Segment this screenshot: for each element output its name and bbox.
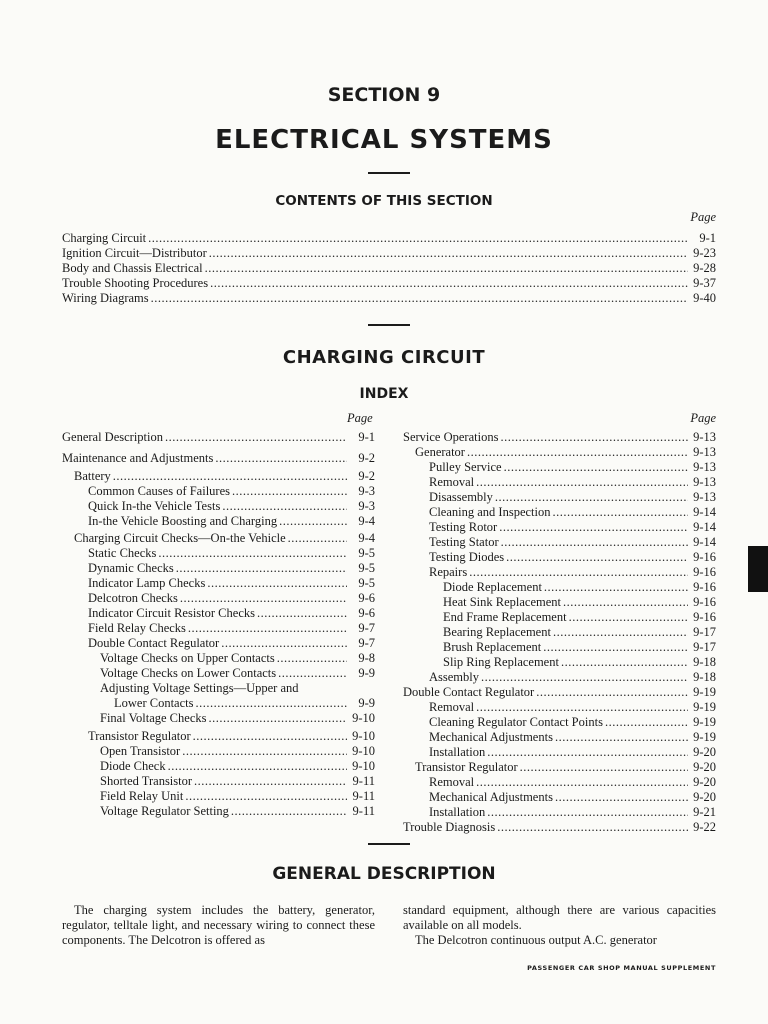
toc-entry	[62, 561, 375, 576]
toc-entry-title: Body and Chassis Electrical	[62, 261, 203, 275]
toc-entry-page: 9-9	[358, 666, 375, 680]
toc-entry	[62, 499, 375, 514]
toc-leader-dots	[156, 546, 347, 561]
toc-entry-title: Common Causes of Failures	[88, 484, 231, 498]
toc-entry	[62, 291, 716, 306]
toc-entry-page: 9-19	[693, 700, 716, 714]
toc-entry	[403, 490, 716, 505]
section-tab-marker	[748, 546, 768, 592]
toc-entry	[403, 610, 716, 625]
toc-leader-dots	[504, 550, 688, 565]
toc-entry-title: Testing Rotor	[429, 520, 498, 534]
toc-entry-page: 9-18	[693, 655, 716, 669]
toc-entry-title: Trouble Shooting Procedures	[62, 276, 209, 290]
toc-entry-title: Assembly	[429, 670, 479, 684]
toc-entry	[403, 520, 716, 535]
toc-entry-page: 9-28	[693, 261, 716, 275]
toc-entry	[62, 681, 375, 696]
toc-entry-page: 9-5	[358, 561, 375, 575]
toc-entry	[403, 640, 716, 655]
toc-entry-title: Double Contact Regulator	[403, 685, 535, 699]
toc-leader-dots	[219, 636, 347, 651]
toc-leader-dots	[206, 711, 347, 726]
toc-entry	[403, 595, 716, 610]
toc-entry-page: 9-13	[693, 475, 716, 489]
toc-leader-dots	[465, 445, 688, 460]
toc-entry	[403, 430, 716, 445]
index-right-column	[403, 430, 716, 835]
toc-leader-dots	[497, 520, 688, 535]
toc-entry-title: Slip Ring Replacement	[443, 655, 559, 669]
toc-leader-dots	[207, 246, 688, 261]
index-left-column	[62, 430, 375, 819]
contents-heading: CONTENTS OF THIS SECTION	[275, 193, 493, 209]
toc-entry	[403, 475, 716, 490]
toc-entry-title: Dynamic Checks	[88, 561, 174, 575]
toc-leader-dots	[485, 805, 688, 820]
toc-entry-page: 9-10	[352, 711, 375, 725]
general-left-paragraph: The charging system includes the battery, generator, regulator, telltale light, and necessary wiring to connect these components. The Delcotron is offered as	[62, 903, 375, 947]
toc-leader-dots	[230, 484, 347, 499]
toc-entry-page: 9-6	[358, 591, 375, 605]
toc-entry	[62, 651, 375, 666]
toc-leader-dots	[474, 775, 688, 790]
toc-entry-page: 9-4	[358, 514, 375, 528]
toc-entry-page: 9-16	[693, 595, 716, 609]
toc-entry-page: 9-20	[693, 760, 716, 774]
toc-entry	[62, 276, 716, 291]
toc-entry-title: Shorted Transistor	[100, 774, 193, 788]
index-heading: INDEX	[359, 386, 409, 402]
toc-entry-page: 9-14	[693, 535, 716, 549]
toc-entry	[62, 774, 375, 789]
toc-entry-title: Ignition Circuit—Distributor	[62, 246, 207, 260]
toc-entry-page: 9-19	[693, 715, 716, 729]
toc-leader-dots	[277, 514, 347, 529]
toc-leader-dots	[191, 729, 347, 744]
toc-entry	[62, 514, 375, 529]
toc-entry	[403, 760, 716, 775]
toc-leader-dots	[534, 685, 688, 700]
toc-leader-dots	[603, 715, 688, 730]
toc-entry-title: Voltage Checks on Upper Contacts	[100, 651, 275, 665]
toc-entry-page: 9-13	[693, 445, 716, 459]
toc-entry	[62, 729, 375, 744]
toc-entry	[403, 700, 716, 715]
toc-entry-page: 9-20	[693, 790, 716, 804]
toc-leader-dots	[542, 580, 688, 595]
toc-leader-dots	[499, 535, 688, 550]
toc-entry-page: 9-2	[358, 469, 375, 483]
toc-leader-dots	[493, 490, 688, 505]
toc-entry	[62, 546, 375, 561]
toc-entry-page: 9-7	[358, 636, 375, 650]
toc-entry-title: Installation	[429, 745, 486, 759]
toc-entry-page: 9-8	[358, 651, 375, 665]
toc-entry-page: 9-20	[693, 745, 716, 759]
toc-entry-title: Indicator Circuit Resistor Checks	[88, 606, 255, 620]
toc-entry-title: Testing Stator	[429, 535, 499, 549]
toc-entry-title: Cleaning Regulator Contact Points	[429, 715, 603, 729]
toc-entry-title: Voltage Regulator Setting	[100, 804, 229, 818]
toc-leader-dots	[551, 505, 689, 520]
toc-entry-title: Installation	[429, 805, 486, 819]
toc-entry-page: 9-7	[358, 621, 375, 635]
toc-entry-page: 9-11	[352, 774, 375, 788]
toc-leader-dots	[275, 651, 347, 666]
toc-leader-dots	[474, 700, 688, 715]
toc-entry-title: Final Voltage Checks	[100, 711, 207, 725]
toc-leader-dots	[518, 760, 688, 775]
toc-entry	[62, 261, 716, 276]
toc-leader-dots	[474, 475, 688, 490]
toc-entry-title: Removal	[429, 475, 475, 489]
divider	[368, 172, 410, 174]
toc-entry	[62, 246, 716, 261]
divider	[368, 843, 410, 845]
toc-leader-dots	[498, 430, 688, 445]
general-right-text-2: The Delcotron continuous output A.C. generator	[415, 933, 657, 947]
toc-entry-title: General Description	[62, 430, 164, 444]
toc-entry-page: 9-19	[693, 685, 716, 699]
toc-entry	[403, 505, 716, 520]
general-heading: GENERAL DESCRIPTION	[272, 864, 496, 884]
toc-entry-title: Testing Diodes	[429, 550, 505, 564]
toc-entry-title: Charging Circuit Checks—On-the Vehicle	[74, 531, 286, 545]
toc-entry	[403, 550, 716, 565]
toc-entry	[403, 715, 716, 730]
contents-list	[62, 231, 716, 306]
toc-entry-title: In-the Vehicle Boosting and Charging	[88, 514, 278, 528]
toc-entry	[403, 655, 716, 670]
toc-leader-dots	[208, 276, 688, 291]
toc-entry	[62, 804, 375, 819]
toc-entry-title: Indicator Lamp Checks	[88, 576, 206, 590]
toc-entry-title: Quick In-the Vehicle Tests	[88, 499, 221, 513]
toc-entry	[403, 730, 716, 745]
toc-leader-dots	[178, 591, 347, 606]
toc-leader-dots	[203, 261, 688, 276]
toc-entry	[403, 820, 716, 835]
toc-entry-page: 9-21	[693, 805, 716, 819]
toc-entry-page: 9-16	[693, 580, 716, 594]
toc-entry	[62, 231, 716, 246]
toc-entry-title: Removal	[429, 775, 475, 789]
toc-entry-page: 9-3	[358, 484, 375, 498]
toc-leader-dots	[194, 696, 348, 711]
general-right-text-1: standard equipment, although there are various capacities available on all models.	[403, 903, 716, 932]
divider	[368, 324, 410, 326]
toc-leader-dots	[495, 820, 688, 835]
toc-entry-page: 9-16	[693, 550, 716, 564]
toc-entry-title: Maintenance and Adjustments	[62, 451, 214, 465]
toc-entry-page: 9-22	[693, 820, 716, 834]
toc-leader-dots	[255, 606, 347, 621]
toc-entry	[62, 531, 375, 546]
toc-leader-dots	[180, 744, 347, 759]
toc-leader-dots	[166, 759, 347, 774]
toc-leader-dots	[551, 625, 688, 640]
toc-entry-page: 9-5	[358, 546, 375, 560]
toc-entry	[62, 591, 375, 606]
toc-entry	[62, 606, 375, 621]
toc-entry-title: Service Operations	[403, 430, 499, 444]
toc-entry-title: Open Transistor	[100, 744, 181, 758]
toc-entry-page: 9-9	[358, 696, 375, 710]
toc-entry	[62, 636, 375, 651]
toc-entry-page: 9-6	[358, 606, 375, 620]
charging-heading: CHARGING CIRCUIT	[282, 347, 486, 368]
toc-entry-title: Voltage Checks on Lower Contacts	[100, 666, 277, 680]
toc-entry	[62, 484, 375, 499]
toc-leader-dots	[220, 499, 347, 514]
toc-entry-title: Transistor Regulator	[415, 760, 518, 774]
toc-entry-page: 9-4	[358, 531, 375, 545]
toc-leader-dots	[149, 291, 688, 306]
toc-entry	[62, 430, 375, 445]
toc-leader-dots	[541, 640, 688, 655]
toc-entry	[403, 460, 716, 475]
index-right-page-header: Page	[690, 411, 716, 425]
toc-leader-dots	[559, 655, 688, 670]
toc-entry-title: Adjusting Voltage Settings—Upper and	[100, 681, 299, 695]
toc-entry-page: 9-40	[693, 291, 716, 305]
toc-entry-title: Cleaning and Inspection	[429, 505, 551, 519]
toc-entry	[62, 451, 375, 466]
toc-entry-title: Double Contact Regulator	[88, 636, 220, 650]
toc-entry	[403, 790, 716, 805]
footer-title: PASSENGER CAR SHOP MANUAL SUPPLEMENT	[527, 964, 716, 972]
toc-entry-page: 9-10	[352, 729, 375, 743]
toc-entry	[403, 745, 716, 760]
toc-entry-page: 9-13	[693, 430, 716, 444]
toc-entry	[62, 621, 375, 636]
toc-leader-dots	[186, 621, 347, 636]
toc-entry-title: Wiring Diagrams	[62, 291, 149, 305]
toc-entry	[403, 565, 716, 580]
toc-entry-page: 9-13	[693, 460, 716, 474]
toc-entry-page: 9-18	[693, 670, 716, 684]
toc-entry	[403, 775, 716, 790]
toc-entry-title: Field Relay Checks	[88, 621, 186, 635]
toc-entry-page: 9-20	[693, 775, 716, 789]
toc-entry	[403, 685, 716, 700]
toc-entry-title: Mechanical Adjustments	[429, 730, 553, 744]
toc-entry-page: 9-5	[358, 576, 375, 590]
index-left-page-header: Page	[347, 411, 373, 425]
toc-leader-dots	[286, 531, 347, 546]
toc-leader-dots	[163, 430, 347, 445]
toc-entry-title: Pulley Service	[429, 460, 502, 474]
toc-leader-dots	[111, 469, 347, 484]
toc-entry-title: Trouble Diagnosis	[403, 820, 496, 834]
toc-entry	[403, 580, 716, 595]
toc-entry-title: Removal	[429, 700, 475, 714]
toc-entry-page: 9-3	[358, 499, 375, 513]
toc-entry-title: Repairs	[429, 565, 468, 579]
toc-entry	[403, 535, 716, 550]
toc-entry-title: Field Relay Unit	[100, 789, 184, 803]
toc-leader-dots	[276, 666, 347, 681]
toc-leader-dots	[229, 804, 347, 819]
toc-entry-title: End Frame Replacement	[443, 610, 567, 624]
section-label: SECTION 9	[327, 84, 441, 106]
toc-entry	[62, 576, 375, 591]
toc-leader-dots	[502, 460, 688, 475]
toc-entry	[62, 696, 375, 711]
toc-entry-page: 9-16	[693, 565, 716, 579]
toc-leader-dots	[553, 730, 688, 745]
toc-entry	[62, 711, 375, 726]
contents-page-header: Page	[690, 210, 716, 224]
toc-leader-dots	[567, 610, 688, 625]
toc-entry-page: 9-17	[693, 640, 716, 654]
toc-entry-page: 9-10	[352, 744, 375, 758]
toc-leader-dots	[561, 595, 688, 610]
toc-entry	[62, 759, 375, 774]
toc-leader-dots	[485, 745, 688, 760]
toc-leader-dots	[467, 565, 688, 580]
toc-entry-page: 9-19	[693, 730, 716, 744]
toc-entry-page: 9-16	[693, 610, 716, 624]
toc-entry-page: 9-1	[699, 231, 716, 245]
toc-entry-title: Delcotron Checks	[88, 591, 178, 605]
toc-entry-page: 9-13	[693, 490, 716, 504]
toc-entry	[62, 744, 375, 759]
toc-entry-title: Heat Sink Replacement	[443, 595, 562, 609]
toc-leader-dots	[183, 789, 347, 804]
toc-entry-page: 9-23	[693, 246, 716, 260]
toc-entry	[62, 789, 375, 804]
toc-entry-title: Static Checks	[88, 546, 157, 560]
toc-entry-title: Lower Contacts	[114, 696, 194, 710]
toc-entry-page: 9-37	[693, 276, 716, 290]
toc-entry	[403, 670, 716, 685]
toc-leader-dots	[174, 561, 347, 576]
toc-leader-dots	[205, 576, 347, 591]
toc-entry-title: Charging Circuit	[62, 231, 147, 245]
toc-entry	[62, 666, 375, 681]
toc-leader-dots	[213, 451, 347, 466]
toc-entry-page: 9-17	[693, 625, 716, 639]
toc-entry	[403, 625, 716, 640]
toc-entry-page: 9-10	[352, 759, 375, 773]
toc-entry-page: 9-2	[358, 451, 375, 465]
toc-entry-page: 9-11	[352, 804, 375, 818]
toc-entry-title: Diode Replacement	[443, 580, 542, 594]
toc-leader-dots	[192, 774, 347, 789]
toc-entry-page: 9-1	[358, 430, 375, 444]
toc-entry-title: Brush Replacement	[443, 640, 542, 654]
toc-entry	[403, 805, 716, 820]
toc-leader-dots	[553, 790, 688, 805]
toc-leader-dots	[146, 231, 688, 246]
toc-entry	[403, 445, 716, 460]
toc-entry-page: 9-14	[693, 505, 716, 519]
toc-entry-title: Mechanical Adjustments	[429, 790, 553, 804]
toc-entry-title: Diode Check	[100, 759, 166, 773]
toc-entry	[62, 469, 375, 484]
toc-leader-dots	[479, 670, 688, 685]
toc-entry-title: Generator	[415, 445, 465, 459]
toc-entry-page: 9-14	[693, 520, 716, 534]
toc-entry-title: Disassembly	[429, 490, 493, 504]
toc-entry-page: 9-11	[352, 789, 375, 803]
toc-entry-title: Transistor Regulator	[88, 729, 191, 743]
page-title: ELECTRICAL SYSTEMS	[215, 125, 553, 155]
general-right-paragraph	[403, 903, 716, 948]
toc-entry-title: Battery	[74, 469, 111, 483]
toc-entry-title: Bearing Replacement	[443, 625, 551, 639]
